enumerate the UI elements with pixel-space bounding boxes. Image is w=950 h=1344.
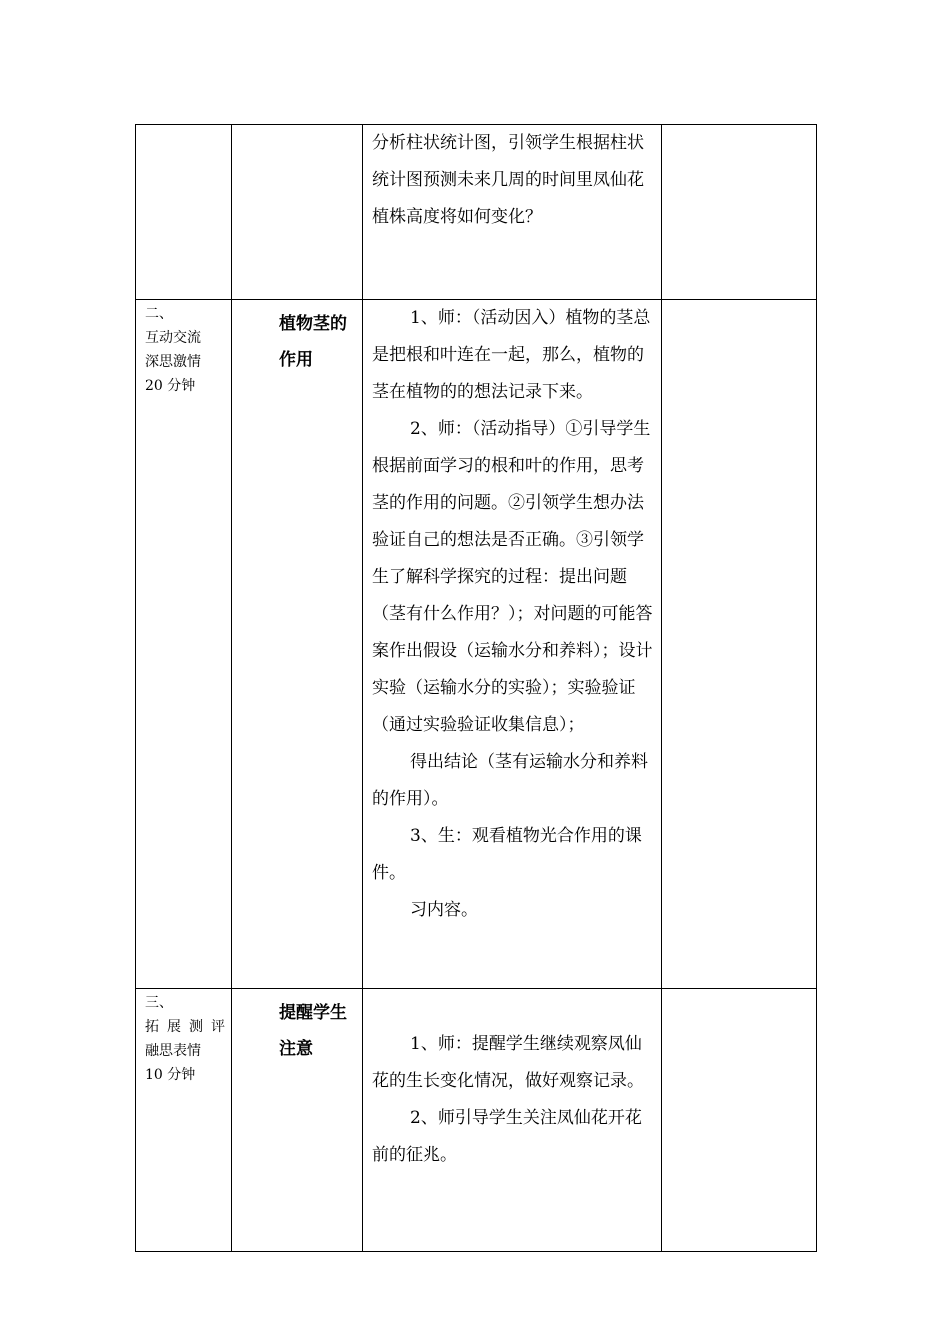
topic-cell — [232, 125, 363, 300]
content-cell — [363, 989, 662, 1252]
content-cell — [363, 125, 662, 300]
stage-line: 拓展测评 — [145, 1019, 225, 1035]
notes-cell — [662, 125, 817, 300]
stage-duration: 20 分钟 — [145, 378, 196, 394]
stage-number: 二、 — [145, 306, 173, 322]
topic-cell — [232, 989, 363, 1252]
content-paragraph: 3、生：观看植物光合作用的课件。 — [372, 826, 642, 883]
content-paragraph: 2、师：（活动指导）①引导学生根据前面学习的根和叶的作用，思考茎的作用的问题。②引领学生想办法验证自己的想法是否正确。③引领学生了解科学探究的过程：提出问题（茎有什么作用？）；对问题的可能答案作出假设（运输水分和养料）；设计实验（运输水分的实验）；实验验证（通过实验验证收集信息）； — [372, 419, 653, 735]
topic-title: 植物茎的作用 — [279, 314, 347, 370]
notes-cell — [662, 989, 817, 1252]
content-paragraph: 1、师：（活动因入）植物的茎总是把根和叶连在一起，那么，植物的茎在植物的的想法记录下来。 — [372, 308, 651, 402]
stage-line: 融思表情 — [145, 1043, 201, 1059]
table-row — [136, 300, 817, 989]
table-row — [136, 125, 817, 300]
content-paragraph: 2、师引导学生关注凤仙花开花前的征兆。 — [372, 1108, 642, 1165]
stage-cell — [136, 125, 232, 300]
stage-cell — [136, 989, 232, 1252]
stage-duration: 10 分钟 — [145, 1067, 196, 1083]
stage-line: 互动交流 — [145, 330, 201, 346]
topic-cell — [232, 300, 363, 989]
lesson-plan-table — [135, 124, 817, 1252]
content-paragraph: 习内容。 — [410, 900, 478, 920]
content-paragraph: 1、师：提醒学生继续观察凤仙花的生长变化情况，做好观察记录。 — [372, 1034, 644, 1091]
content-paragraph: 得出结论（茎有运输水分和养料的作用）。 — [372, 752, 648, 809]
content-cell — [363, 300, 662, 989]
notes-cell — [662, 300, 817, 989]
topic-title: 提醒学生注意 — [279, 1003, 347, 1059]
stage-cell — [136, 300, 232, 989]
stage-line: 深思激情 — [145, 354, 201, 370]
content-paragraph: 分析柱状统计图，引领学生根据柱状统计图预测未来几周的时间里凤仙花植株高度将如何变化？ — [372, 133, 644, 227]
stage-number: 三、 — [145, 995, 173, 1011]
table-row — [136, 989, 817, 1252]
